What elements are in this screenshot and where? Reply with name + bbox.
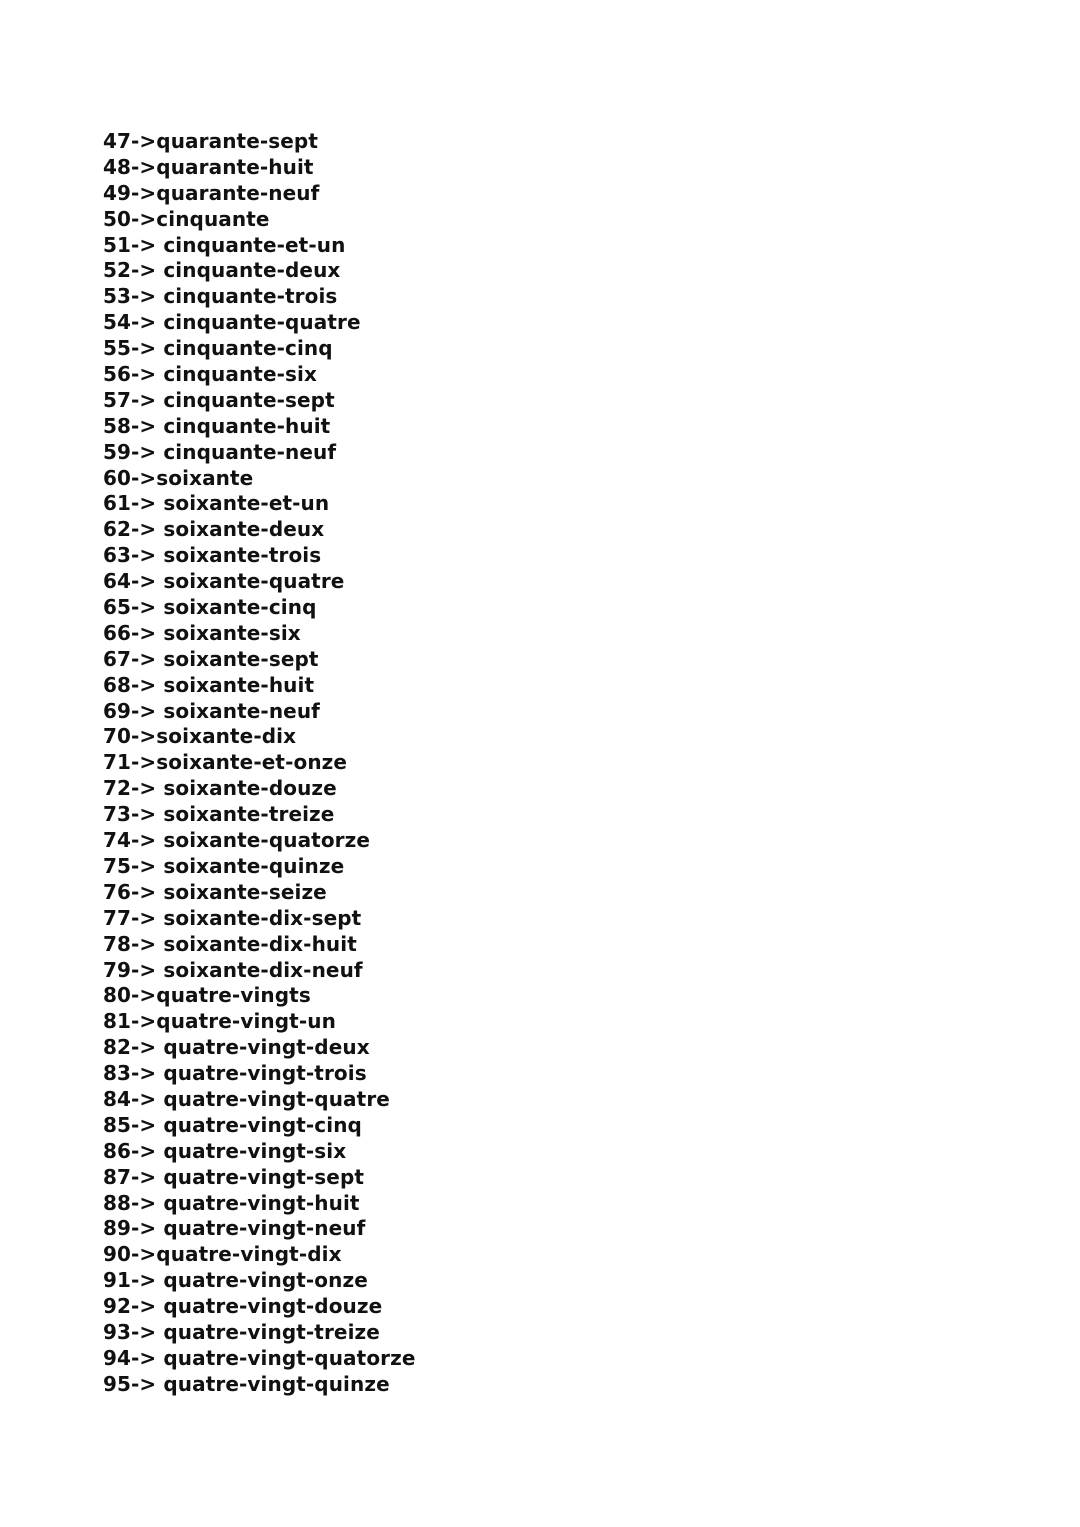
number-line: 60->soixante — [103, 465, 254, 490]
number-line: 47->quarante-sept — [103, 129, 319, 153]
number-line: 61-> soixante-et-un — [103, 491, 330, 516]
number-line: 79-> soixante-dix-neuf — [103, 957, 363, 982]
number-line: 78-> soixante-dix-huit — [103, 931, 357, 956]
number-line: 94-> quatre-vingt-quatorze — [103, 1345, 416, 1370]
number-line: 91-> quatre-vingt-onze — [103, 1268, 368, 1293]
number-line: 63-> soixante-trois — [103, 543, 322, 568]
number-line: 83-> quatre-vingt-trois — [103, 1061, 367, 1086]
number-line: 57-> cinquante-sept — [103, 387, 335, 412]
number-word-list — [103, 129, 416, 1398]
number-line: 74-> soixante-quatorze — [103, 828, 371, 853]
number-line: 81->quatre-vingt-un — [103, 1009, 336, 1034]
number-line: 92-> quatre-vingt-douze — [103, 1294, 383, 1319]
number-line: 62-> soixante-deux — [103, 517, 325, 542]
number-line: 95-> quatre-vingt-quinze — [103, 1371, 390, 1396]
number-line: 69-> soixante-neuf — [103, 698, 320, 723]
number-line: 70->soixante-dix — [103, 724, 297, 749]
number-line: 82-> quatre-vingt-deux — [103, 1035, 370, 1060]
number-line: 68-> soixante-huit — [103, 672, 315, 697]
number-line: 58-> cinquante-huit — [103, 413, 331, 438]
number-line: 88-> quatre-vingt-huit — [103, 1190, 360, 1215]
number-line: 48->quarante-huit — [103, 154, 314, 179]
number-line: 87-> quatre-vingt-sept — [103, 1164, 365, 1189]
number-line: 59-> cinquante-neuf — [103, 439, 337, 464]
number-line: 54-> cinquante-quatre — [103, 310, 361, 335]
number-line: 76-> soixante-seize — [103, 879, 327, 904]
number-line: 53-> cinquante-trois — [103, 284, 338, 309]
number-line: 72-> soixante-douze — [103, 776, 337, 801]
number-line: 67-> soixante-sept — [103, 646, 319, 671]
number-line: 77-> soixante-dix-sept — [103, 905, 362, 930]
number-line: 89-> quatre-vingt-neuf — [103, 1216, 366, 1241]
number-line: 73-> soixante-treize — [103, 802, 335, 827]
number-line: 66-> soixante-six — [103, 620, 301, 645]
number-line: 80->quatre-vingts — [103, 983, 311, 1008]
number-line: 85-> quatre-vingt-cinq — [103, 1112, 362, 1137]
number-line: 55-> cinquante-cinq — [103, 336, 333, 361]
number-line: 71->soixante-et-onze — [103, 750, 348, 775]
number-line: 93-> quatre-vingt-treize — [103, 1319, 380, 1344]
number-line: 56-> cinquante-six — [103, 362, 317, 387]
number-line: 65-> soixante-cinq — [103, 595, 317, 620]
number-line: 50->cinquante — [103, 206, 270, 231]
number-line: 51-> cinquante-et-un — [103, 232, 346, 257]
number-line: 52-> cinquante-deux — [103, 258, 341, 283]
number-line: 49->quarante-neuf — [103, 180, 320, 205]
number-line: 64-> soixante-quatre — [103, 569, 345, 594]
number-line: 75-> soixante-quinze — [103, 853, 345, 878]
number-line: 86-> quatre-vingt-six — [103, 1138, 347, 1163]
number-line: 84-> quatre-vingt-quatre — [103, 1086, 390, 1111]
number-line: 90->quatre-vingt-dix — [103, 1242, 342, 1267]
